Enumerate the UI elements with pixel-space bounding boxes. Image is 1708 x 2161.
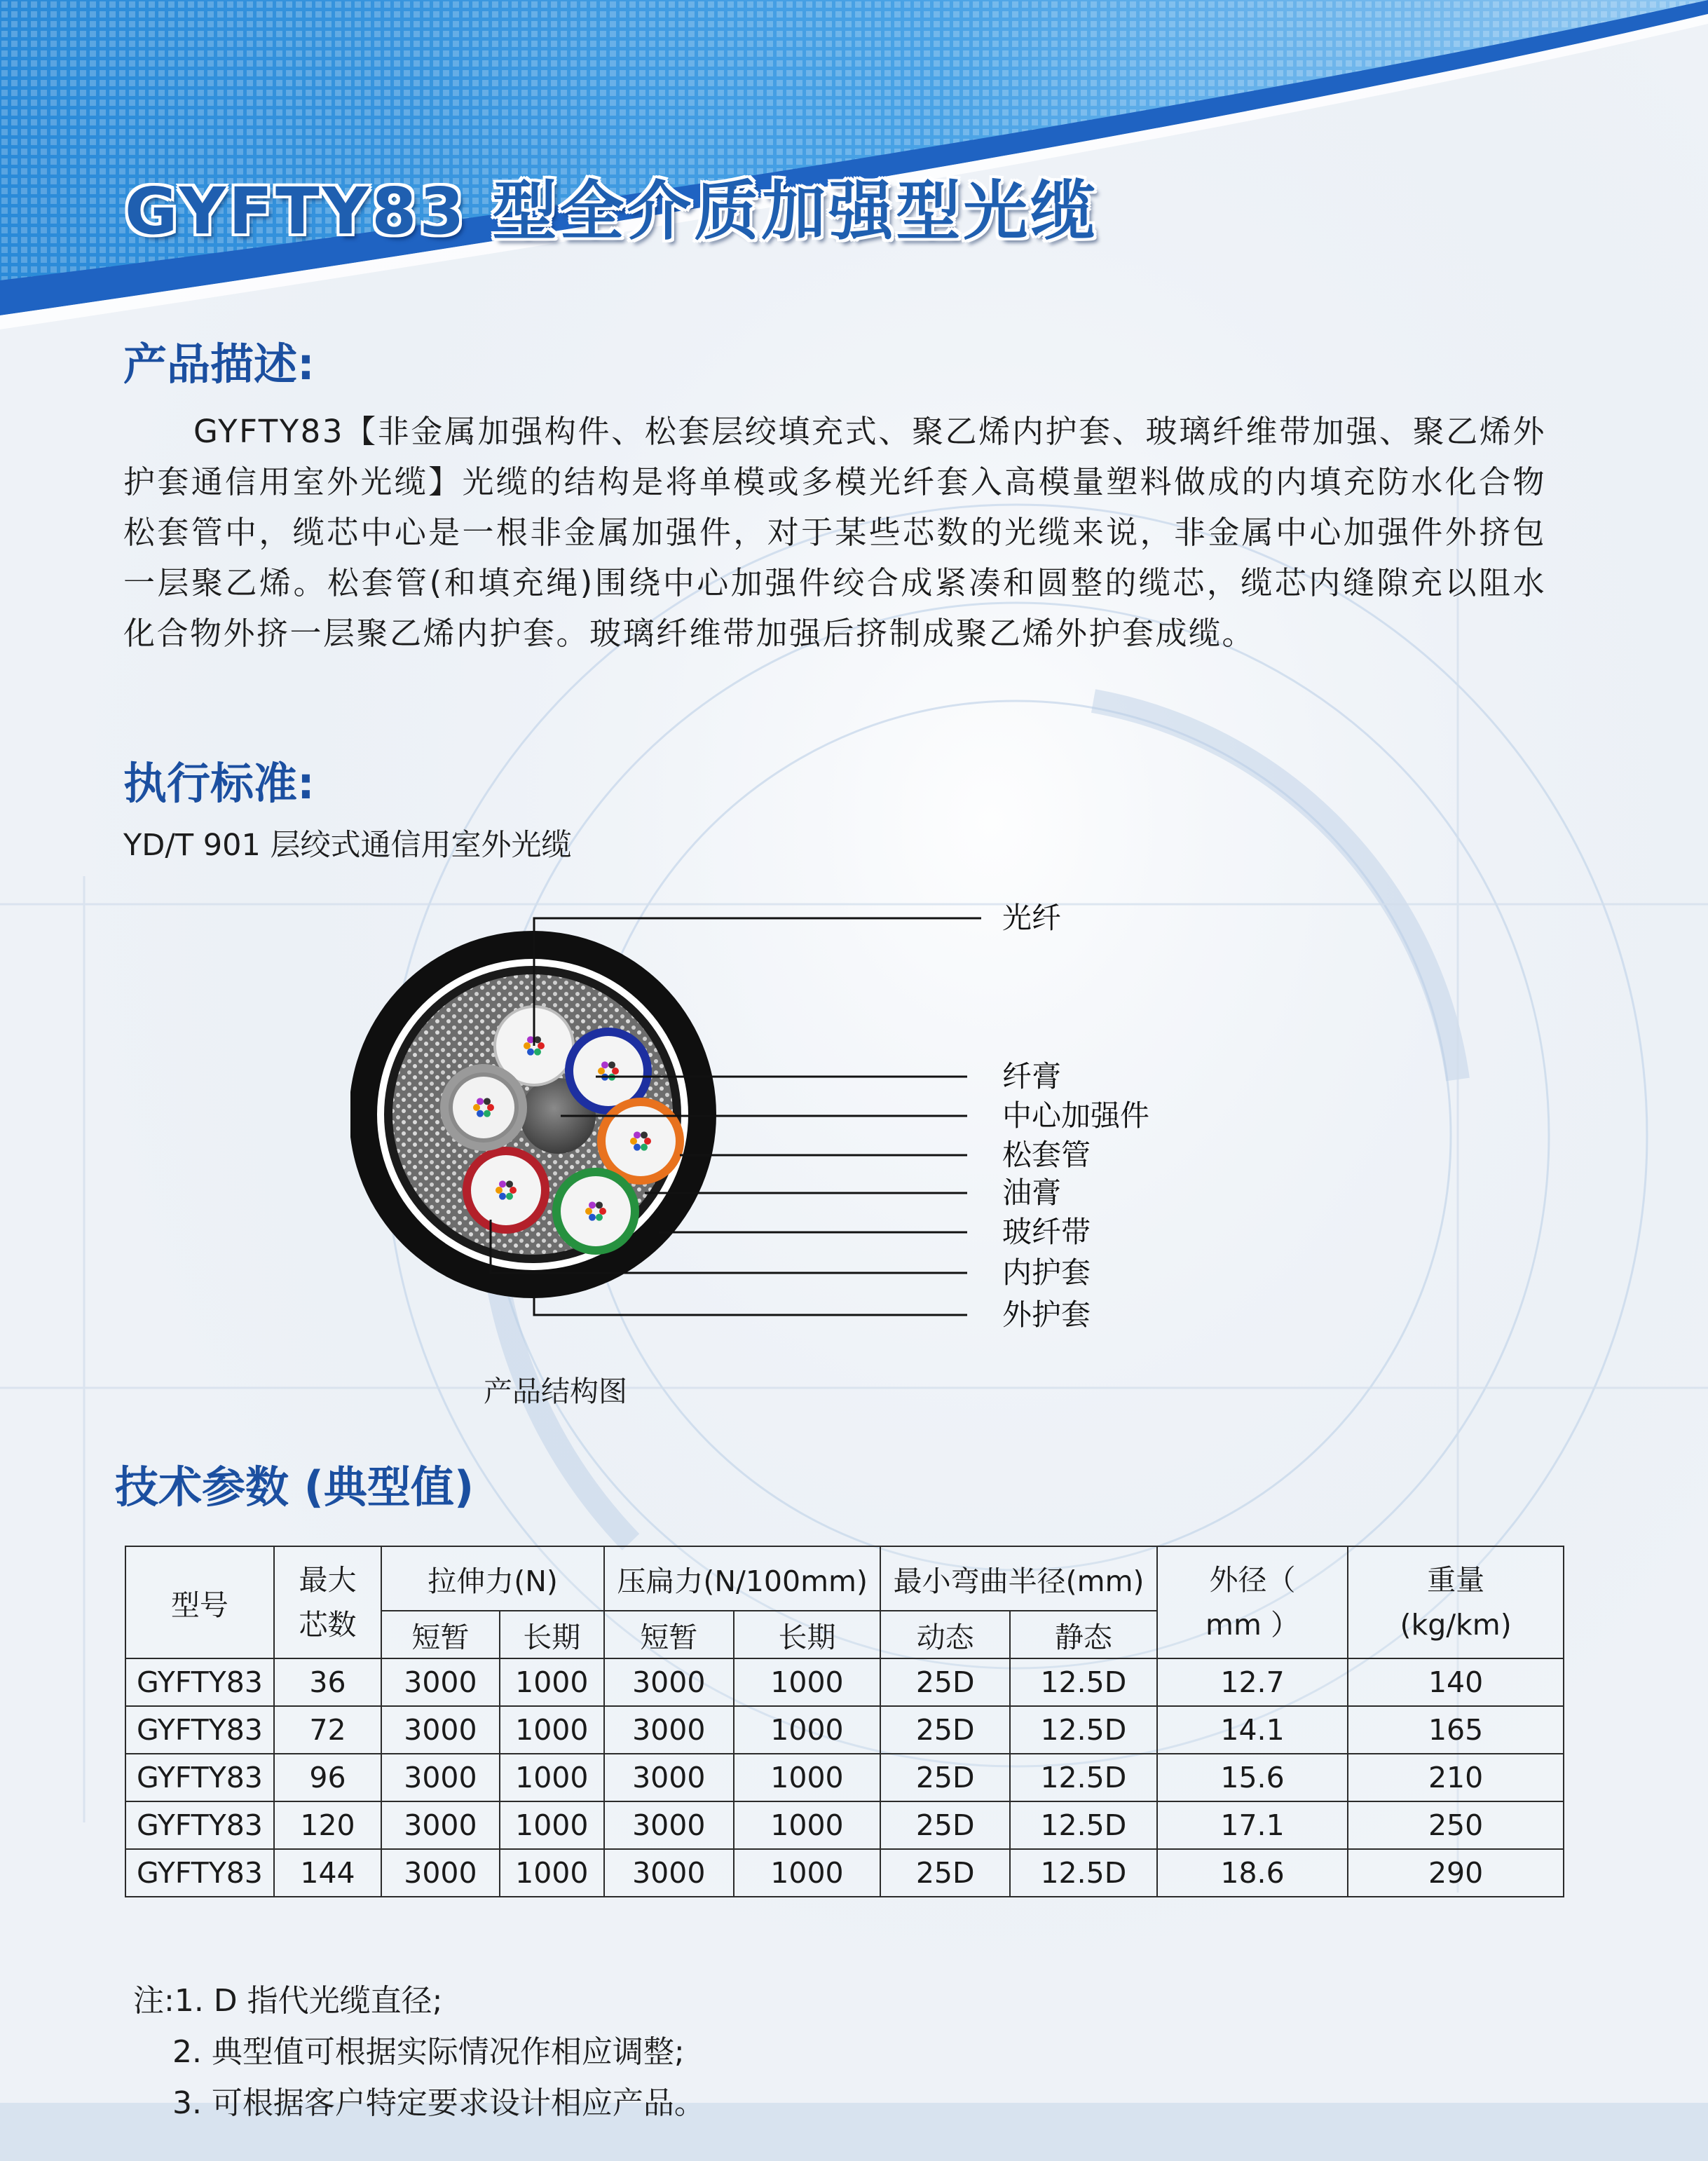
optical-fiber (634, 1131, 641, 1138)
cell-crush-short: 3000 (604, 1801, 734, 1849)
optical-fiber (510, 1187, 517, 1194)
cell-tensile-long: 1000 (500, 1658, 604, 1706)
optical-fiber (506, 1180, 513, 1187)
note-2: 2. 典型值可根据实际情况作相应调整; (133, 2034, 685, 2070)
optical-fiber (484, 1098, 491, 1105)
cell-tensile-short: 3000 (381, 1754, 499, 1801)
table-row (125, 1801, 1564, 1849)
cell-model: GYFTY83 (125, 1801, 274, 1849)
diagram-label-2: 中心加强件 (1002, 1098, 1150, 1133)
header-crush: 压扁力(N/100mm) (604, 1546, 880, 1611)
header-tensile-long: 长期 (500, 1611, 604, 1658)
header-tensile-short: 短暂 (381, 1611, 499, 1658)
optical-fiber (496, 1187, 503, 1194)
header-max-fibers (274, 1546, 381, 1658)
description-text (123, 407, 1546, 659)
cell-crush-short: 3000 (604, 1706, 734, 1754)
header-tensile: 拉伸力(N) (381, 1546, 604, 1611)
cell-max-fibers: 96 (274, 1754, 381, 1801)
cell-model: GYFTY83 (125, 1706, 274, 1754)
optical-fiber (641, 1131, 648, 1138)
optical-fiber (644, 1138, 651, 1145)
table-row (125, 1706, 1564, 1754)
diagram-label-6: 内护套 (1002, 1255, 1091, 1290)
cell-model: GYFTY83 (125, 1658, 274, 1706)
cell-bend-static: 12.5D (1010, 1754, 1157, 1801)
optical-fiber (596, 1201, 603, 1208)
cell-tensile-short: 3000 (381, 1801, 499, 1849)
cell-weight: 290 (1348, 1849, 1564, 1897)
header-max-fibers-label: 最大芯数 (299, 1563, 357, 1642)
header-bend-static: 静态 (1010, 1611, 1157, 1658)
diagram-label-4: 油膏 (1002, 1175, 1062, 1210)
table-row (125, 1658, 1564, 1706)
optical-fiber (473, 1104, 480, 1111)
cell-diameter: 18.6 (1157, 1849, 1348, 1897)
optical-fiber (538, 1042, 545, 1049)
optical-fiber (630, 1138, 637, 1145)
cell-crush-short: 3000 (604, 1754, 734, 1801)
optical-fiber (506, 1193, 513, 1200)
filler-rod-gray (444, 1068, 523, 1147)
diagram-label-1: 纤膏 (1002, 1059, 1062, 1093)
cell-diameter: 17.1 (1157, 1801, 1348, 1849)
spec-table (125, 1546, 1564, 1897)
cell-bend-dynamic: 25D (880, 1849, 1010, 1897)
cable-structure-diagram (350, 890, 1262, 1423)
header-weight-label: 重量(kg/km) (1400, 1563, 1512, 1642)
optical-fiber (487, 1104, 494, 1111)
cell-crush-long: 1000 (734, 1658, 881, 1706)
loose-tube-orange (601, 1102, 680, 1180)
cell-crush-long: 1000 (734, 1801, 881, 1849)
cell-weight: 140 (1348, 1658, 1564, 1706)
cell-weight: 210 (1348, 1754, 1564, 1801)
cell-diameter: 15.6 (1157, 1754, 1348, 1801)
optical-fiber (596, 1214, 603, 1221)
optical-fiber (499, 1193, 506, 1200)
header-weight (1348, 1546, 1564, 1658)
cell-max-fibers: 36 (274, 1658, 381, 1706)
cell-model: GYFTY83 (125, 1849, 274, 1897)
optical-fiber (641, 1144, 648, 1151)
cell-crush-short: 3000 (604, 1849, 734, 1897)
optical-fiber (612, 1068, 619, 1075)
diagram-label-7: 外护套 (1002, 1297, 1091, 1332)
cell-tensile-long: 1000 (500, 1801, 604, 1849)
cell-crush-long: 1000 (734, 1754, 881, 1801)
optical-fiber (585, 1208, 592, 1215)
cell-max-fibers: 72 (274, 1706, 381, 1754)
cell-tensile-long: 1000 (500, 1849, 604, 1897)
optical-fiber (601, 1061, 608, 1068)
specs-heading: 技术参数 (典型值) (115, 1461, 474, 1513)
note-1: 注:1. D 指代光缆直径; (133, 1983, 443, 2019)
cell-bend-dynamic: 25D (880, 1706, 1010, 1754)
optical-fiber (589, 1214, 596, 1221)
optical-fiber (634, 1144, 641, 1151)
cell-bend-static: 12.5D (1010, 1849, 1157, 1897)
standard-text: YD/T 901 层绞式通信用室外光缆 (123, 828, 572, 863)
header-model: 型号 (125, 1546, 274, 1658)
cell-bend-dynamic: 25D (880, 1801, 1010, 1849)
cell-crush-long: 1000 (734, 1849, 881, 1897)
description-heading: 产品描述: (123, 339, 315, 390)
diagram-caption: 产品结构图 (484, 1375, 627, 1408)
optical-fiber (608, 1061, 615, 1068)
header-crush-short: 短暂 (604, 1611, 734, 1658)
standard-heading: 执行标准: (123, 758, 315, 809)
header-diameter (1157, 1546, 1348, 1658)
cell-model: GYFTY83 (125, 1754, 274, 1801)
cell-crush-short: 3000 (604, 1658, 734, 1706)
cell-max-fibers: 120 (274, 1801, 381, 1849)
loose-tube-red (467, 1151, 545, 1229)
note-3: 3. 可根据客户特定要求设计相应产品。 (133, 2085, 705, 2121)
table-row (125, 1849, 1564, 1897)
cell-weight: 250 (1348, 1801, 1564, 1849)
cell-max-fibers: 144 (274, 1849, 381, 1897)
optical-fiber (598, 1068, 605, 1075)
optical-fiber (477, 1110, 484, 1117)
cell-diameter: 12.7 (1157, 1658, 1348, 1706)
cell-tensile-short: 3000 (381, 1658, 499, 1706)
cell-bend-dynamic: 25D (880, 1658, 1010, 1706)
optical-fiber (534, 1049, 541, 1056)
header-bend: 最小弯曲半径(mm) (880, 1546, 1156, 1611)
page-title: GYFTY83 型全介质加强型光缆 (125, 174, 1098, 249)
optical-fiber (524, 1042, 531, 1049)
optical-fiber (599, 1208, 606, 1215)
cell-bend-static: 12.5D (1010, 1658, 1157, 1706)
loose-tube-green (556, 1172, 635, 1250)
cell-weight: 165 (1348, 1706, 1564, 1754)
cell-tensile-long: 1000 (500, 1754, 604, 1801)
diagram-label-5: 玻纤带 (1002, 1215, 1091, 1249)
cell-tensile-long: 1000 (500, 1706, 604, 1754)
cell-tensile-short: 3000 (381, 1706, 499, 1754)
header-diameter-label: 外径（ mm ） (1205, 1563, 1299, 1642)
table-row (125, 1754, 1564, 1801)
optical-fiber (589, 1201, 596, 1208)
optical-fiber (477, 1098, 484, 1105)
cell-bend-static: 12.5D (1010, 1801, 1157, 1849)
cell-bend-dynamic: 25D (880, 1754, 1010, 1801)
optical-fiber (499, 1180, 506, 1187)
header-crush-long: 长期 (734, 1611, 881, 1658)
diagram-label-3: 松套管 (1002, 1138, 1091, 1172)
notes (133, 1975, 705, 2129)
diagram-label-0: 光纤 (1002, 901, 1062, 935)
header-bend-dynamic: 动态 (880, 1611, 1010, 1658)
cell-bend-static: 12.5D (1010, 1706, 1157, 1754)
optical-fiber (527, 1049, 534, 1056)
cell-crush-long: 1000 (734, 1706, 881, 1754)
cell-diameter: 14.1 (1157, 1706, 1348, 1754)
cell-tensile-short: 3000 (381, 1849, 499, 1897)
description-body: GYFTY83【非金属加强构件、松套层绞填充式、聚乙烯内护套、玻璃纤维带加强、聚乙烯外护套通信用室外光缆】光缆的结构是将单模或多模光纤套入高模量塑料做成的内填充防水化合物松套管中，缆芯中心是一根非金属加强件，对于某些芯数的光缆来说，非金属中心加强件外挤包一层聚乙烯。松套管(和填充绳)围绕中心加强件绞合成紧凑和圆整的缆芯，缆芯内缝隙充以阻水化合物外挤一层聚乙烯内护套。玻璃纤维带加强后挤制成聚乙烯外护套成缆。 (123, 413, 1546, 652)
optical-fiber (484, 1110, 491, 1117)
